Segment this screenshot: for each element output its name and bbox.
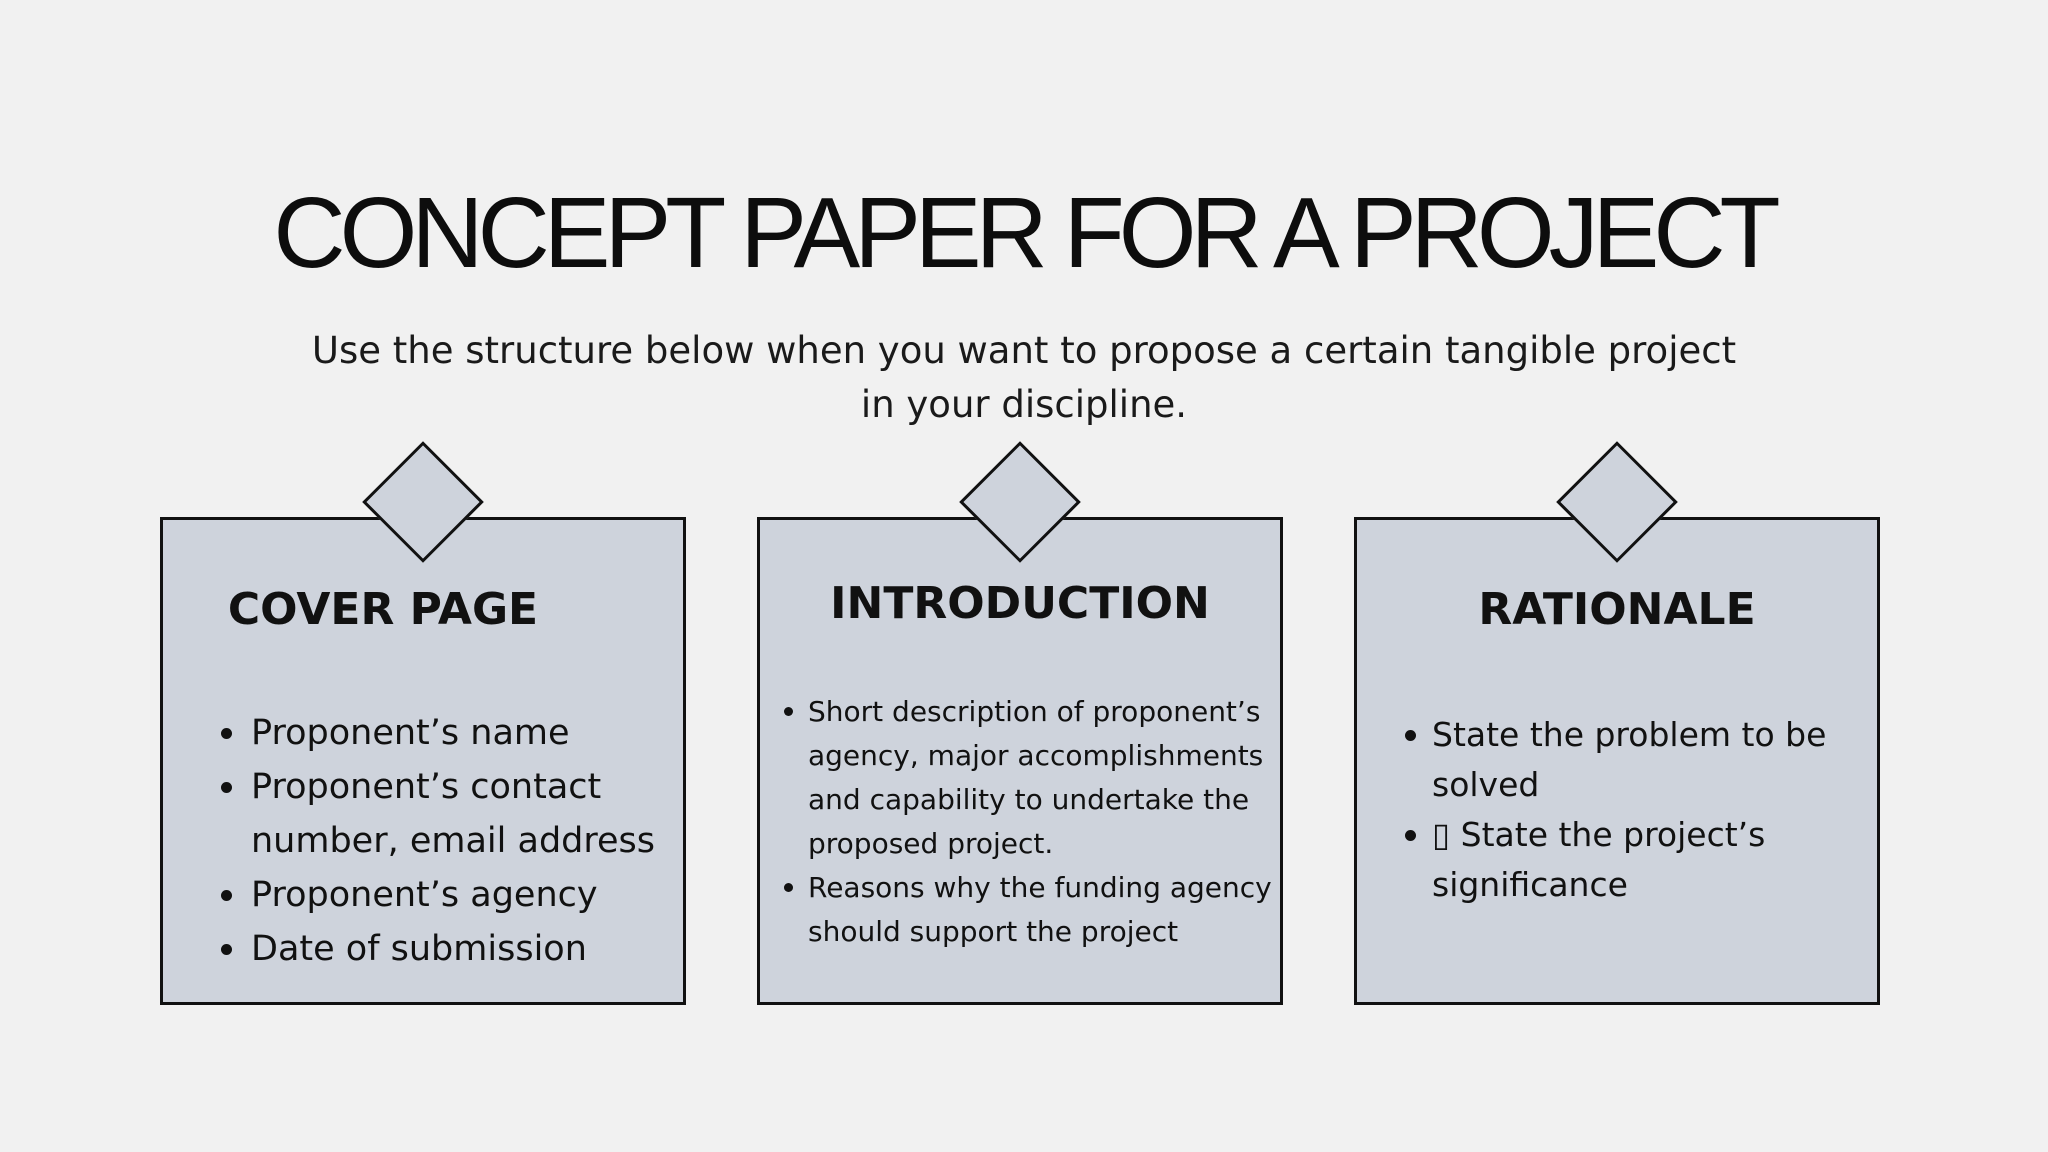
list-item-text: Short description of proponent’s agency, major accomplishments and capability to undertake the proposed project. [808, 695, 1264, 860]
bullet-icon [221, 944, 232, 955]
card-item-list [1432, 710, 1872, 910]
bullet-icon [784, 707, 793, 716]
list-item-text: Date of submission [251, 929, 587, 969]
list-item-text: Proponent’s agency [251, 875, 598, 915]
list-item-text: State the problem to be solved [1432, 715, 1827, 804]
list-item [251, 868, 676, 922]
bullet-icon [221, 782, 232, 793]
list-item-text: Proponent’s name [251, 713, 570, 753]
list-item [808, 690, 1288, 866]
card-title: RATIONALE [1478, 584, 1756, 635]
page-title: CONCEPT PAPER FOR A PROJECT [273, 177, 1775, 289]
bullet-icon [1405, 730, 1416, 741]
card-introduction [757, 517, 1283, 1005]
card-item-list [808, 690, 1288, 954]
card-item-list [251, 706, 676, 976]
list-item [251, 760, 676, 868]
list-item [1432, 710, 1872, 810]
list-item [1432, 810, 1872, 910]
card-rationale [1354, 517, 1880, 1005]
list-item-text: Reasons why the funding agency should support the project [808, 871, 1272, 948]
bullet-icon [784, 883, 793, 892]
list-item [251, 922, 676, 976]
card-title: COVER PAGE [227, 584, 539, 635]
card-title: INTRODUCTION [830, 578, 1210, 629]
bullet-icon [221, 728, 232, 739]
bullet-icon [1405, 830, 1416, 841]
page-subtitle: Use the structure below when you want to propose a certain tangible project in your discipline. [311, 329, 1737, 426]
card-cover-page [160, 517, 686, 1005]
list-item-text: ▯ State the project’s significance [1432, 815, 1766, 904]
list-item [251, 706, 676, 760]
bullet-icon [221, 890, 232, 901]
list-item [808, 866, 1288, 954]
list-item-text: Proponent’s contact number, email address [251, 767, 656, 861]
